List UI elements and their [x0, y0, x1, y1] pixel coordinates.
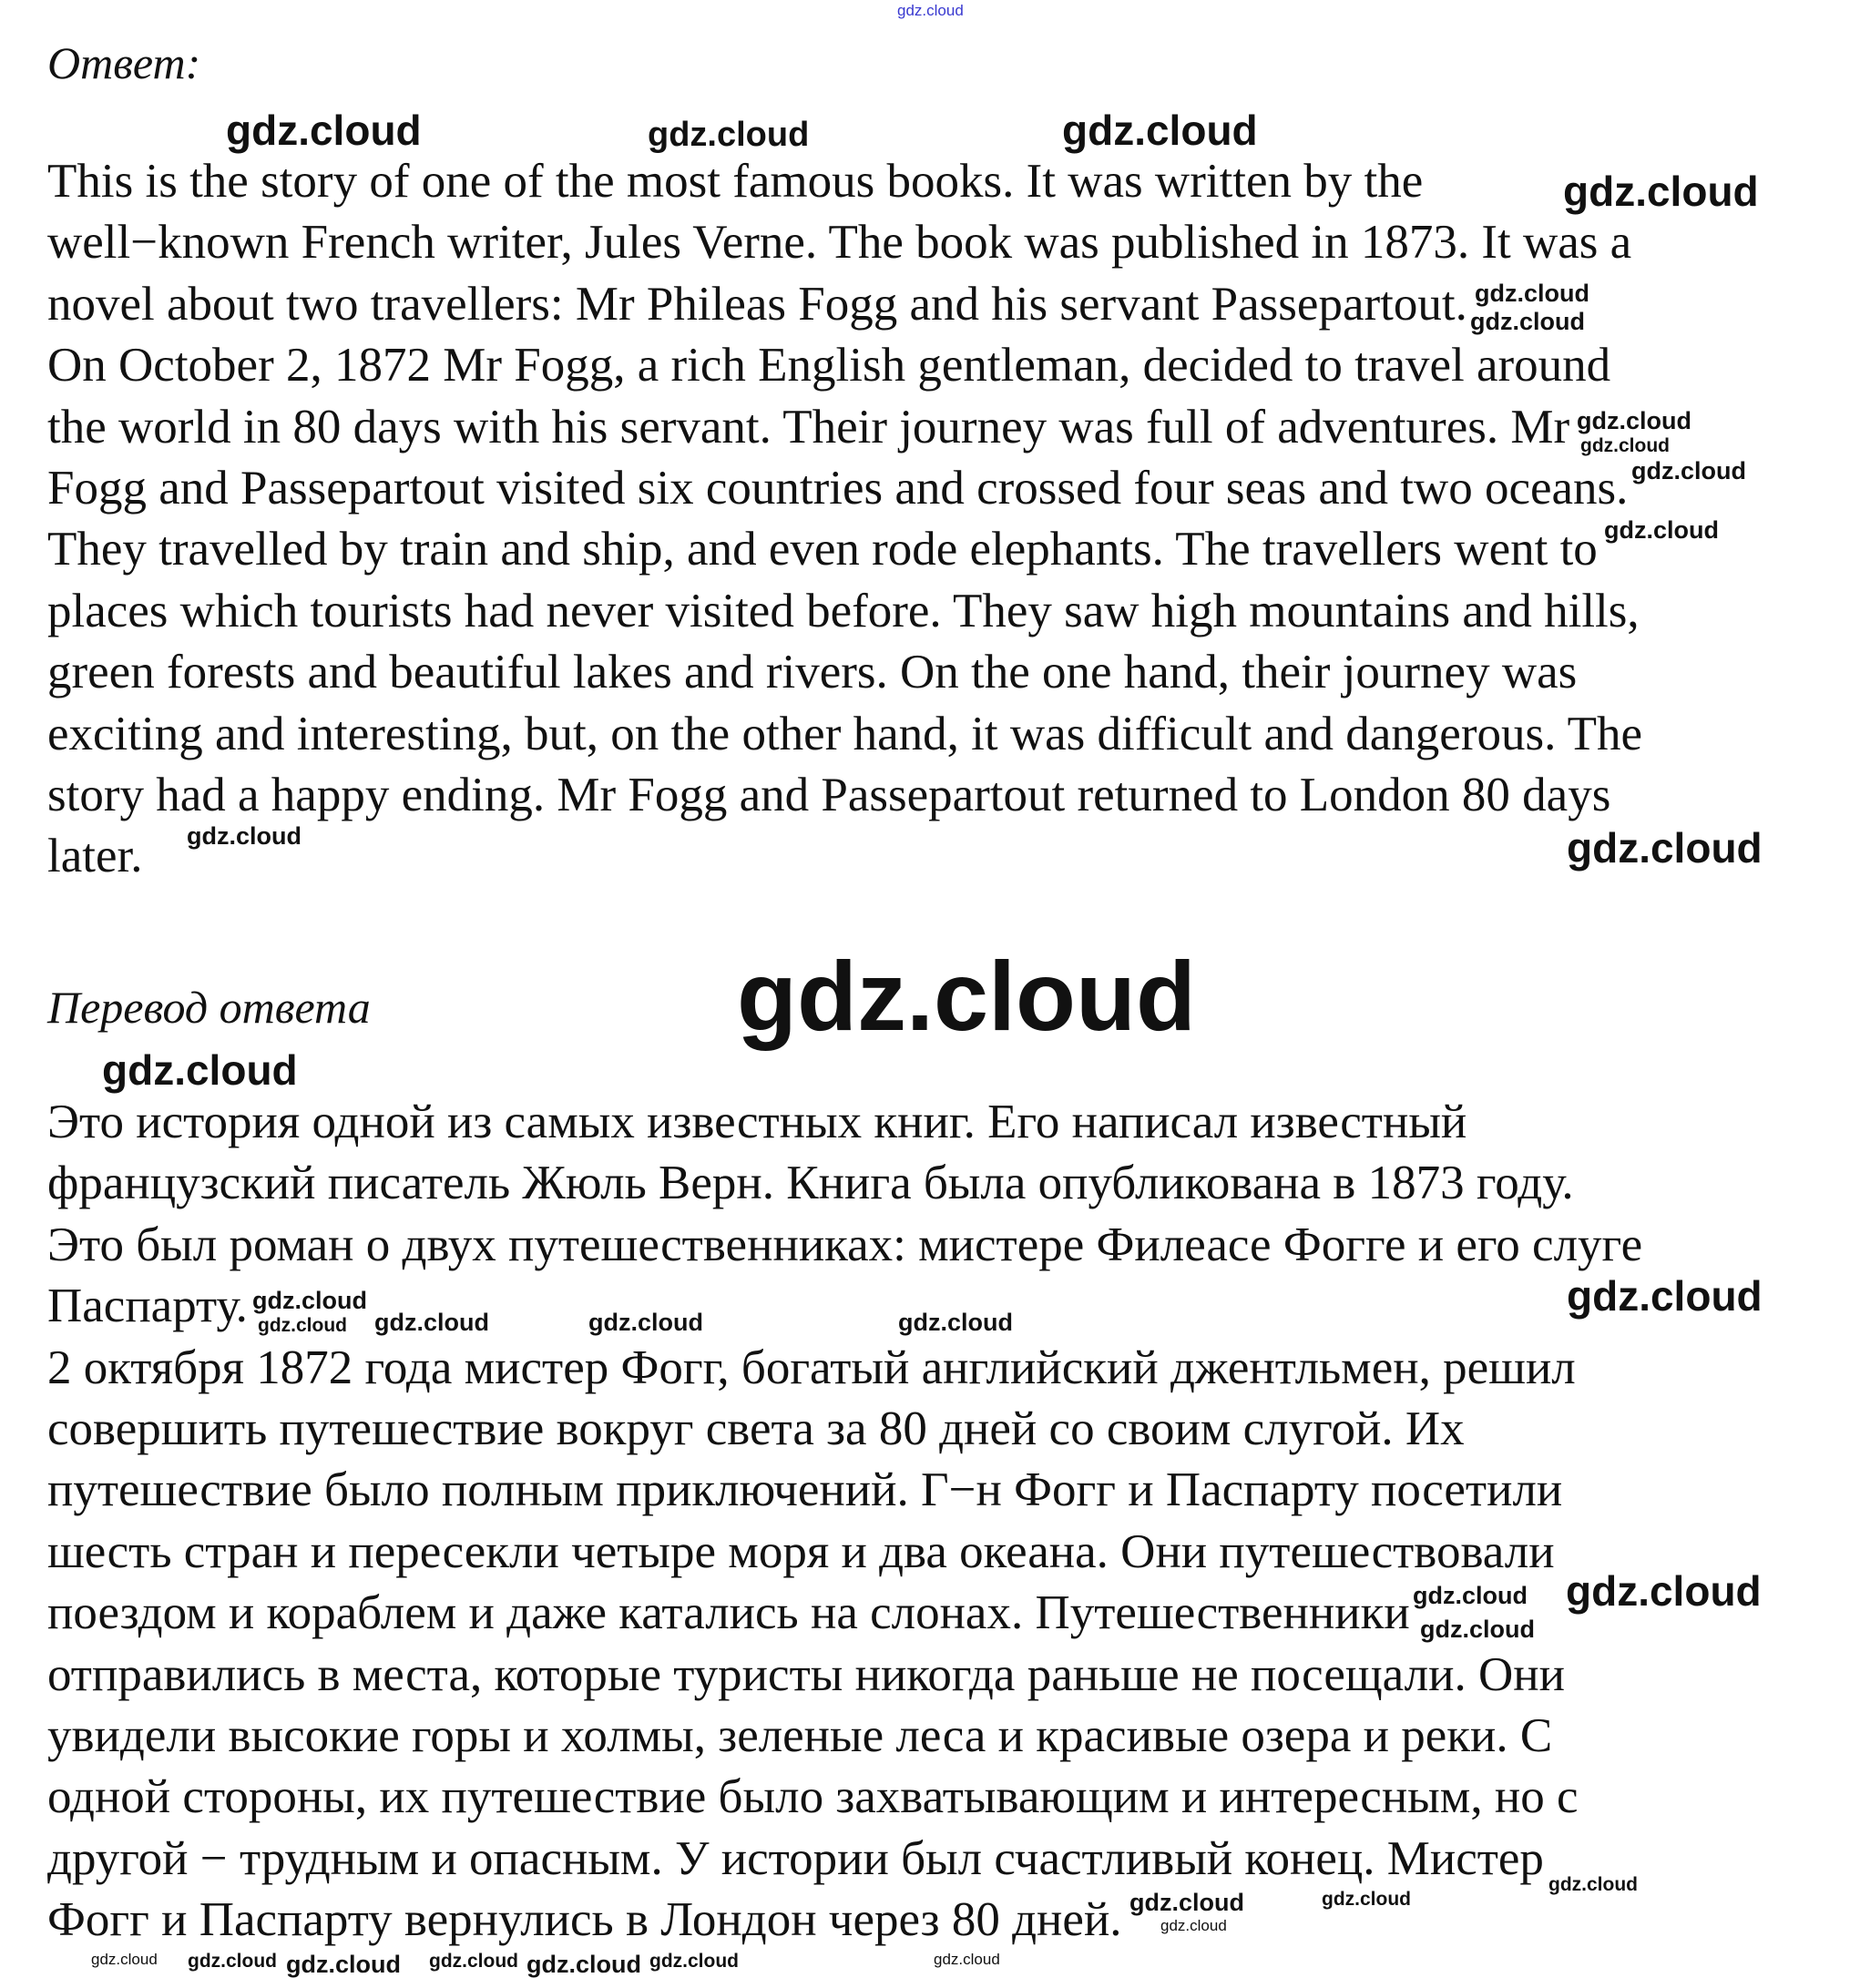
text-line: отправились в места, которые туристы никогда раньше не посещали. Они: [47, 1647, 1565, 1701]
watermark: gdz.cloud: [1567, 1272, 1763, 1320]
text-line: well−known French writer, Jules Verne. The book was published in 1873. It was a: [47, 216, 1632, 270]
watermark: gdz.cloud: [286, 1951, 401, 1978]
watermark: gdz.cloud: [1580, 435, 1670, 456]
answer-text: [47, 151, 1642, 888]
text-line: совершить путешествие вокруг света за 80 дней со своим слугой. Их: [47, 1402, 1465, 1455]
watermark: gdz.cloud: [648, 116, 810, 154]
watermark: gdz.cloud: [429, 1951, 518, 1972]
watermark: gdz.cloud: [1413, 1582, 1528, 1609]
watermark: gdz.cloud: [1475, 280, 1589, 307]
watermark: gdz.cloud: [1470, 308, 1585, 335]
text-line: французский писатель Жюль Верн. Книга была опубликована в 1873 году.: [47, 1157, 1574, 1210]
text-line: green forests and beautiful lakes and rivers. On the one hand, their journey was: [47, 646, 1578, 699]
watermark: gdz.cloud: [374, 1309, 489, 1336]
text-line: увидели высокие горы и холмы, зеленые леса и красивые озера и реки. С: [47, 1708, 1553, 1762]
watermark: gdz.cloud: [1577, 407, 1691, 434]
text-line: поездом и кораблем и даже катались на слонах. Путешественники: [47, 1586, 1410, 1640]
translation-text: [47, 1092, 1642, 1951]
text-line: This is the story of one of the most famous books. It was written by the: [47, 155, 1424, 208]
text-line: They travelled by train and ship, and even rode elephants. The travellers went to: [47, 523, 1598, 576]
watermark: gdz.cloud: [188, 1951, 277, 1972]
text-line: шесть стран и пересекли четыре моря и два океана. Они путешествовали: [47, 1524, 1555, 1578]
text-line: places which tourists had never visited before. They saw high mountains and hills,: [47, 584, 1640, 637]
text-line: story had a happy ending. Mr Fogg and Passepartout returned to London 80 days: [47, 768, 1611, 821]
watermark: gdz.cloud: [1129, 1889, 1244, 1916]
watermark: gdz.cloud: [187, 822, 301, 850]
watermark: gdz.cloud: [588, 1309, 703, 1336]
text-line: Это был роман о двух путешественниках: мистере Филеасе Фогге и его слуге: [47, 1218, 1643, 1271]
text-line: другой − трудным и опасным. У истории был счастливый конец. Мистер: [47, 1831, 1544, 1885]
watermark: gdz.cloud: [526, 1951, 641, 1978]
answer-heading: Ответ:: [47, 37, 201, 88]
watermark: gdz.cloud: [649, 1951, 739, 1972]
watermark: gdz.cloud: [1604, 516, 1719, 544]
watermark: gdz.cloud: [897, 2, 964, 19]
watermark: gdz.cloud: [1322, 1889, 1411, 1910]
watermark: gdz.cloud: [898, 1309, 1013, 1336]
text-line: novel about two travellers: Mr Phileas Fogg and his servant Passepartout.: [47, 277, 1467, 331]
watermark: gdz.cloud: [1160, 1917, 1227, 1934]
watermark: gdz.cloud: [1566, 1567, 1762, 1615]
text-line: the world in 80 days with his servant. Their journey was full of adventures. Mr: [47, 400, 1570, 454]
text-line: exciting and interesting, but, on the other hand, it was difficult and dangerous. The: [47, 707, 1643, 760]
watermark: gdz.cloud: [1548, 1874, 1638, 1895]
watermark-large: gdz.cloud: [737, 941, 1196, 1051]
text-line: 2 октября 1872 года мистер Фогг, богатый английский джентльмен, решил: [47, 1341, 1576, 1394]
watermark: gdz.cloud: [91, 1951, 158, 1968]
text-line: Fogg and Passepartout visited six countries and crossed four seas and two oceans.: [47, 461, 1629, 515]
watermark: gdz.cloud: [1631, 457, 1746, 484]
watermark: gdz.cloud: [934, 1951, 1000, 1968]
text-line: On October 2, 1872 Mr Fogg, a rich English gentleman, decided to travel around: [47, 339, 1611, 393]
text-line: Фогг и Паспарту вернулись в Лондон через 80 дней.: [47, 1893, 1122, 1947]
text-line: later.: [47, 830, 143, 883]
watermark: gdz.cloud: [1563, 168, 1759, 215]
text-line: одной стороны, их путешествие было захватывающим и интересным, но с: [47, 1770, 1579, 1824]
watermark: gdz.cloud: [258, 1315, 347, 1336]
text-line: Паспарту.: [47, 1279, 248, 1333]
watermark: gdz.cloud: [1420, 1616, 1535, 1643]
translation-heading: Перевод ответа: [47, 982, 371, 1033]
watermark: gdz.cloud: [102, 1046, 298, 1094]
watermark: gdz.cloud: [1062, 107, 1258, 154]
text-line: Это история одной из самых известных книг. Его написал известный: [47, 1096, 1467, 1148]
watermark: gdz.cloud: [252, 1287, 367, 1314]
watermark: gdz.cloud: [226, 107, 422, 154]
text-line: путешествие было полным приключений. Г−н Фогг и Паспарту посетили: [47, 1463, 1563, 1517]
watermark: gdz.cloud: [1567, 824, 1763, 872]
